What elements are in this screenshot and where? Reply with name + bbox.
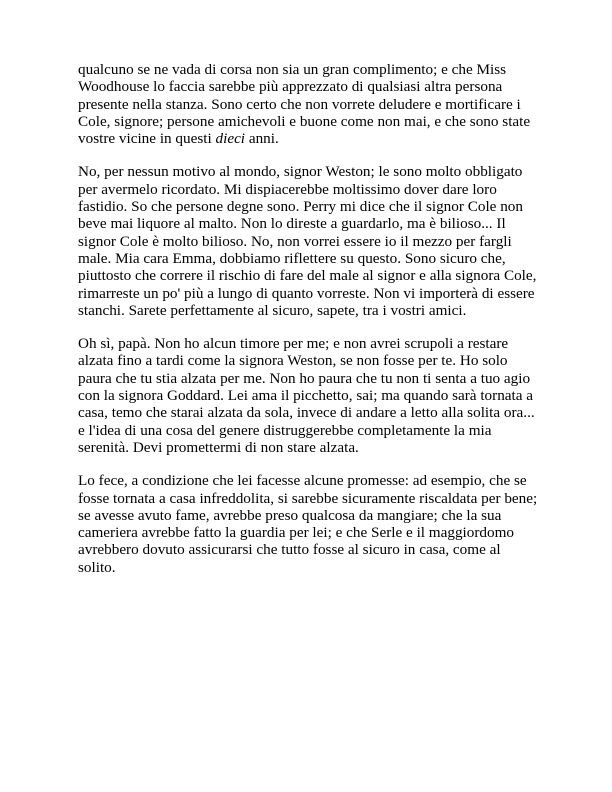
paragraph-4: Lo fece, a condizione che lei facesse alcune promesse: ad esempio, che se fosse tornata a casa infreddolita, si sarebbe sicuramente riscaldata per bene; se avesse avuto fame, avrebbe preso qualcosa da mangiare; che la sua cameriera avrebbe fatto la guardia per lei; e che Serle e il maggiordomo avrebbero dovuto assicurarsi che tutto fosse al sicuro in casa, come al solito. bbox=[78, 472, 538, 576]
paragraph-1-text-end: anni. bbox=[245, 130, 279, 148]
paragraph-1-text: qualcuno se ne vada di corsa non sia un gran complimento; e che Miss Woodhouse lo faccia sarebbe più apprezzato di qualsiasi altra persona presente nella stanza. Sono certo che non vorrete deludere e mortificare i Cole, signore; persone amichevoli e buone come non mai, e che sono state vostre vicine in questi bbox=[78, 61, 531, 148]
document-page bbox=[78, 61, 540, 592]
paragraph-2: No, per nessun motivo al mondo, signor Weston; le sono molto obbligato per avermelo ricordato. Mi dispiacerebbe moltissimo dover dare loro fastidio. So che persone degne sono. Perry mi dice che il signor Cole non beve mai liquore al malto. Non lo direste a guardarlo, ma è bilioso... Il signor Cole è molto bilioso. No, non vorrei essere io il mezzo per fargli male. Mia cara Emma, dobbiamo riflettere su questo. Sono sicuro che, piuttosto che correre il rischio di fare del male al signor e alla signora Cole, rimarreste un po' più a lungo di quanto vorreste. Non vi importerà di essere stanchi. Sarete perfettamente al sicuro, sapete, tra i vostri amici. bbox=[78, 163, 537, 319]
paragraph-1-emphasis: dieci bbox=[215, 130, 246, 148]
paragraph-3: Oh sì, papà. Non ho alcun timore per me; e non avrei scrupoli a restare alzata fino a tardi come la signora Weston, se non fosse per te. Ho solo paura che tu stia alzata per me. Non ho paura che tu non ti senta a tuo agio con la signora Goddard. Lei ama il picchetto, sai; ma quando sarà tornata a casa, temo che starai alzata da sola, invece di andare a letto alla solita ora... e l'idea di una cosa del genere distruggerebbe completamente la mia serenità. Devi promettermi di non stare alzata. bbox=[78, 335, 535, 456]
paragraph-1 bbox=[78, 61, 540, 147]
